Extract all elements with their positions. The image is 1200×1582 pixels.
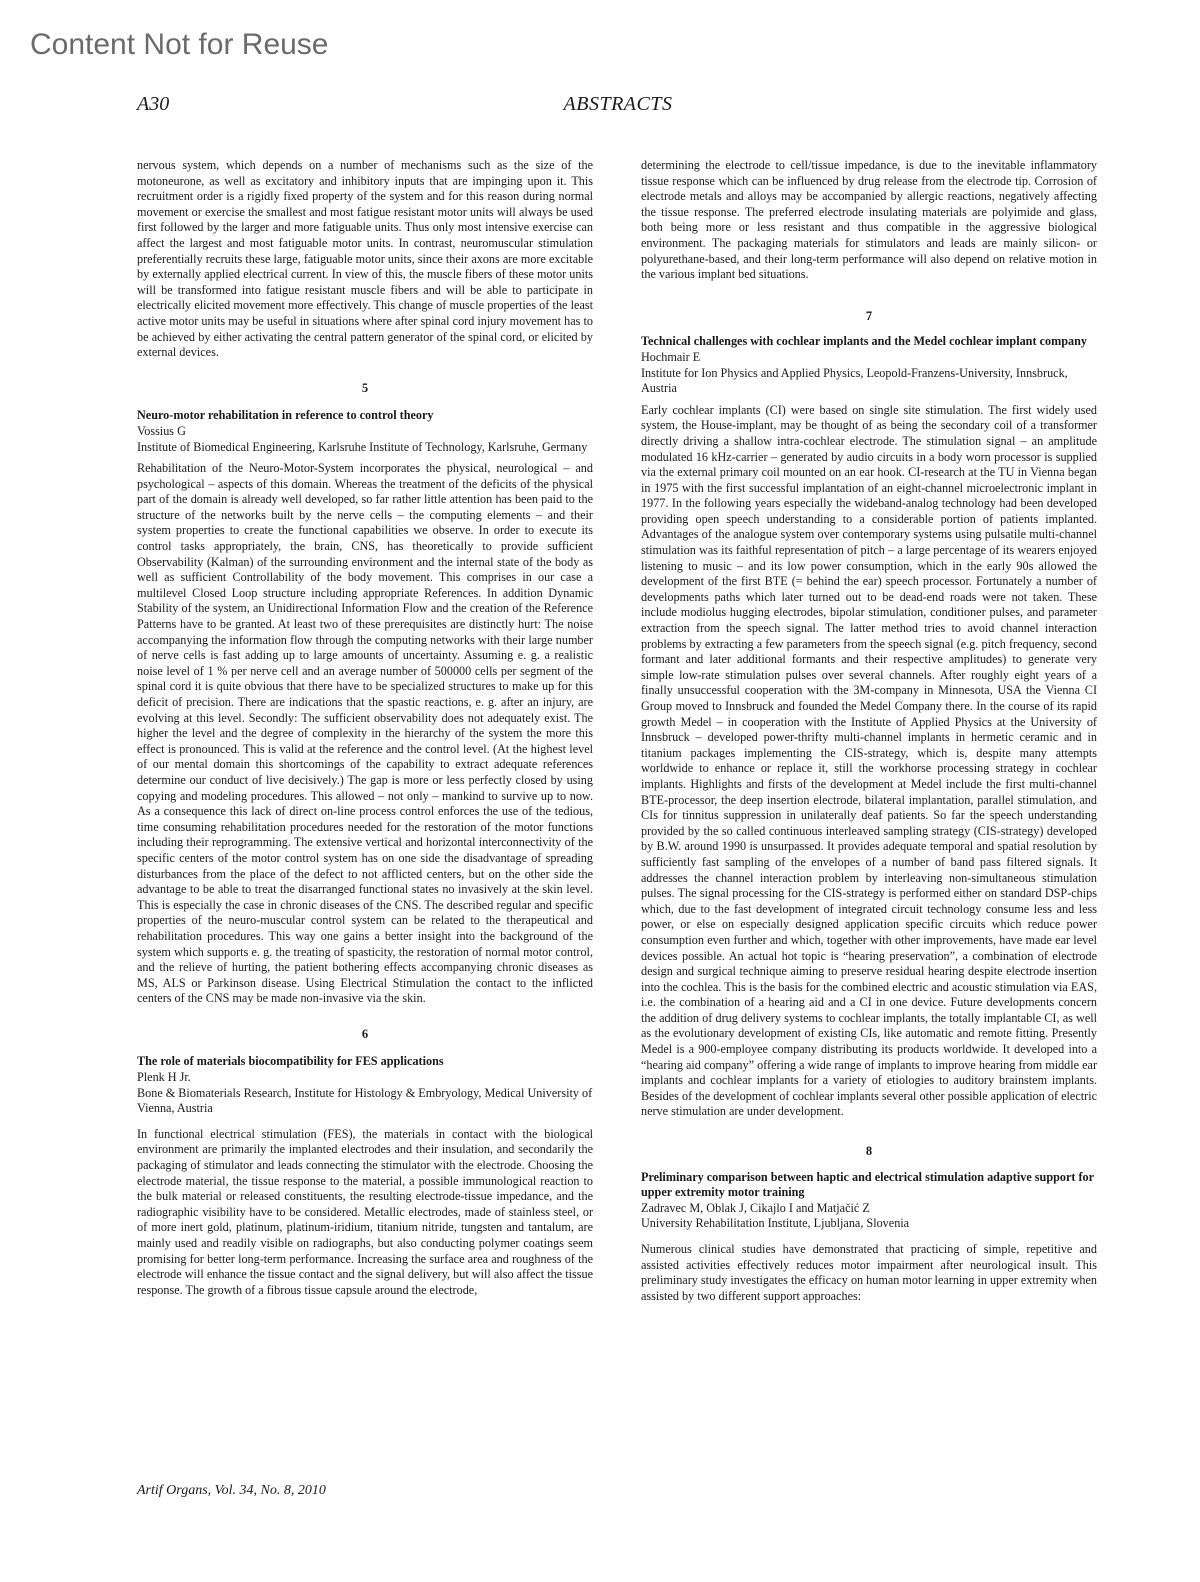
running-title: ABSTRACTS — [563, 93, 673, 115]
continuation-paragraph: nervous system, which depends on a number of mechanisms such as the size of the motoneurone, as well as excitatory and inhibitory inputs that are impinging upon it. This recruitment order is a rigidly fixed property of the system and for this reason during normal movement or exercise the smallest and most fatigue resistant motor units will always be used first followed by the larger and more fatiguable units. Thus only most intensive exercise can affect the largest and most fatiguable motor units. In contrast, neuromuscular stimulation preferentially recruits these large, fatiguable motor units, since their axons are more excitable by externally applied electrical current. In view of this, the muscle fibers of these motor units will be transformed into fatigue resistant muscle fibers and will be able to participate in electrically elicited movement more effectively. This change of muscle properties of the least active motor units may be useful in situations where after spinal cord injury movement has to be achieved by either activating the central pattern generator of the spinal cord, or elicited by external devices. — [137, 158, 593, 360]
abstract-body: Numerous clinical studies have demonstrated that practicing of simple, repetitive and assisted activities effectively reduces motor impairment after neurological insult. This preliminary study investigates the efficacy on human motor learning in upper extremity when assisted by two different support approaches: — [641, 1242, 1098, 1303]
abstract-affiliation: Institute for Ion Physics and Applied Physics, Leopold-Franzens-University, Innsbruck, Austria — [641, 365, 1068, 396]
abstract-title: The role of materials biocompatibility for FES applications — [137, 1054, 444, 1069]
abstract-5 — [137, 381, 593, 1007]
abstract-authors: Plenk H Jr. — [137, 1070, 191, 1085]
abstract-number: 7 — [865, 308, 873, 323]
abstract-affiliation: University Rehabilitation Institute, Ljubljana, Slovenia — [641, 1216, 910, 1231]
abstract-affiliation: Institute of Biomedical Engineering, Karlsruhe Institute of Technology, Karlsruhe, Germany — [137, 439, 588, 454]
abstract-number: 8 — [865, 1144, 873, 1159]
abstract-title: Preliminary comparison between haptic and electrical stimulation adaptive support for upper extremity motor training — [641, 1169, 1094, 1200]
abstract-title: Neuro-motor rehabilitation in reference to control theory — [137, 408, 434, 423]
abstract-authors: Hochmair E — [641, 349, 701, 364]
left-column — [137, 158, 593, 1298]
abstract-title: Technical challenges with cochlear implants and the Medel cochlear implant company — [641, 334, 1087, 349]
abstract-6 — [137, 1027, 593, 1299]
page-number: A30 — [137, 93, 170, 115]
abstract-body: In functional electrical stimulation (FES), the materials in contact with the biological environment are primarily the implanted electrodes and their insulation, and secondarily the packaging of stimulator and leads connecting the stimulator with the electrode. Choosing the electrode material, the tissue response to the material, a possible immunological reaction to the bulk material or released constituents, the resulting electrode-tissue impedance, and the radiographic visibility have to be considered. Metallic electrodes, made of stainless steel, or of more inert gold, platinum, platinum-iridium, titanium nitride, tungsten and tantalum, are mainly used and readily visible on radiographs, but also conducting polymer coatings seem promising for better long-term performance. Increasing the surface area and roughness of the electrode will enhance the tissue contact and the signal delivery, but will also affect the tissue response. The growth of a fibrous tissue capsule around the electrode, — [137, 1126, 593, 1297]
continuation-paragraph: determining the electrode to cell/tissue impedance, is due to the inevitable inflammatory tissue response which can be influenced by drug release from the electrode tip. Corrosion of electrode metals and alloys may be accompanied by allergic reactions, negatively affecting the tissue response. The preferred electrode insulating materials are polyimide and glass, both being more or less resistant and thus compatible in the aggressive biological environment. The packaging materials for stimulators and leads are mainly silicon- or polyurethane-based, and their long-term performance will also depend on relative motion in the various implant bed situations. — [641, 158, 1097, 282]
right-column — [641, 158, 1097, 1304]
watermark-text: Content Not for Reuse — [30, 28, 329, 61]
abstract-body: Early cochlear implants (CI) were based on single site stimulation. The first widely used system, the House-implant, may be thought of as being the secondary coil of a transformer directly driving a shallow intra-cochlear electrode. The stimulation signal – an amplitude modulated 16 kHz-carrier – generated by audio circuits in a body worn processor is supplied via the external primary coil mounted on an ear hook. CI-research at the TU in Vienna began in 1975 with the first successful implantation of an eight-channel microelectronic implant in 1977. In the following years especially the wideband-analog technology had been developed providing open speech understanding to a considerable portion of patients implanted. Advantages of the analogue system over contemporary systems using pulsatile multi-channel stimulation was its faithful representation of pitch – a large percentage of its wearers enjoyed listening to music – and its low power consumption, which in the early 90s allowed the development of the first BTE (= behind the ear) speech processor. Fortunately a number of developments paths which later turned out to be dead-end roads were not taken. These include modiolus hugging electrodes, bipolar stimulation, conditioner pulses, and parameter extraction from the speech signal. The latter method tries to avoid channel interaction problems by extracting a few parameters from the speech signal (e.g. pitch frequency, second formant and later additional formants and their respective amplitudes) to generate very simple low-rate stimulation pulses over several channels. After roughly eight years of a finally unsuccessful cooperation with the 3M-company in Minnesota, USA the Vienna CI Group moved to Innsbruck and founded the Medel Company there. In the course of its rapid growth Medel – in cooperation with the Institute of Applied Physics at the University of Innsbruck – developed power-thrifty multi-channel implants in hermetic ceramic and in titanium packages implementing the CIS-strategy, which is, despite many attempts worldwide to enhance or replace it, still the workhorse processing strategy in cochlear implants. Highlights and firsts of the development at Medel include the first multi-channel BTE-processor, the deep insertion electrode, bilateral implantation, parallel stimulation, and CIs for tinnitus suppression in unilaterally deaf patients. So far the speech understanding provided by the so called continuous interleaved sampling strategy (CIS-strategy) developed by B.W. around 1990 is unsurpassed. It provides adequate temporal and spatial resolution by sufficiently fast sampling of the envelopes of a number of band pass filtered signals. It addresses the channel interaction problem by interleaving non-simultaneous stimulation pulses. The signal processing for the CIS-strategy is performed either on standard DSP-chips which, due to the fast development of integrated circuit technology consume less and less power, or else on especially designed application specific circuits which reduce power consumption even further and which, together with other improvements, have made ear level devices possible. An actual hot topic is “hearing preservation”, a combination of electrode design and surgical technique aiming to preserve residual hearing despite electrode insertion into the cochlea. This is the basis for the combined electric and acoustic stimulation via EAS, i.e. the combination of a hearing aid and a CI in one device. Future developments concern the addition of drug delivery systems to cochlear implants, the totally implantable CI, as well as the evolutionary development of existing CIs, like automatic and remote fitting. Presently Medel is a 900-employee company distributing its products worldwide. It developed into a “hearing aid company” offering a wide range of implants to improve hearing from middle ear implants and cochlear implants for a variety of etiologies to auditory brainstem implants. Besides of the development of cochlear implants several other possible application of electric nerve stimulation are under development. — [641, 402, 1097, 1119]
journal-citation: Artif Organs, Vol. 34, No. 8, 2010 — [137, 1483, 326, 1498]
abstract-authors: Zadravec M, Oblak J, Cikajlo I and Matjačić Z — [641, 1200, 870, 1215]
abstract-number: 5 — [361, 380, 369, 395]
abstract-affiliation: Bone & Biomaterials Research, Institute for Histology & Embryology, Medical University of Vienna, Austria — [137, 1085, 593, 1116]
abstract-8 — [641, 1144, 1097, 1304]
abstract-body: Rehabilitation of the Neuro-Motor-System incorporates the physical, neurological – and psychological – aspects of this domain. Whereas the treatment of the deficits of the physical part of the domain is already well developed, so far rather little attention has been paid to the structure of the networks built by the nerve cells – the computing elements – and their system properties to create the functional capabilities we observe. In order to execute its control tasks appropriately, the brain, CNS, has theoretically to provide sufficient Observability (Kalman) of the surrounding environment and the internal state of the body as well as sufficient Controllability of the body movement. This comprises in our case a multilevel Closed Loop structure including appropriate References. In addition Dynamic Stability of the system, an Unidirectional Information Flow and the creation of the Reference Patterns have to be granted. At least two of these prerequisites are distinctly hurt: The noise accompanying the information flow through the computing networks with their large number of nerve cells is fast adding up to large amounts of uncertainty. Assuming e. g. a realistic noise level of 1 % per nerve cell and an average number of 500000 cells per segment of the spinal cord it is quite obvious that there have to be specialized structures to make up for this deficit of precision. There are indications that the spastic reactions, e. g. after an injury, are evolving at this level. Secondly: The sufficient observability does not adequately exist. The higher the level and the degree of complexity in the hierarchy of the system the more this effect is pronounced. This is valid at the reference and the control level. (At the highest level of our mental domain this shortcomings of the capability to extract adequate references determine our conduct of live decisively.) The gap is more or less perfectly closed by using copying and modeling procedures. This allowed – not only – mankind to survive up to now. As a consequence this lack of direct on-line process control enforces the use of the tedious, time consuming rehabilitation procedures needed for the restoration of the motor functions including their reprogramming. The extensive vertical and horizontal interconnectivity of the specific centers of the motor control system has on one side the disadvantage of spreading disturbances from the place of the defect to not afflicted centers, but on the other side the advantage to be able to treat the disarranged functional states no invasively at the skin level. This is especially the case in chronic diseases of the CNS. The described regular and specific properties of the neuro-muscular control system can be related to the therapeutical and rehabilitation procedures. This way one gains a better insight into the background of the system which supports e. g. the treating of spasticity, the restoration of normal motor control, and the relieve of hurting, the patient bothering effects accompanying chronic diseases as MS, ALS or Parkinson disease. Using Electrical Stimulation the contact to the inflicted centers of the CNS may be made non-invasive via the skin. — [137, 461, 593, 1006]
abstract-number: 6 — [361, 1026, 369, 1041]
abstract-7 — [641, 309, 1097, 1120]
abstract-authors: Vossius G — [137, 423, 186, 438]
